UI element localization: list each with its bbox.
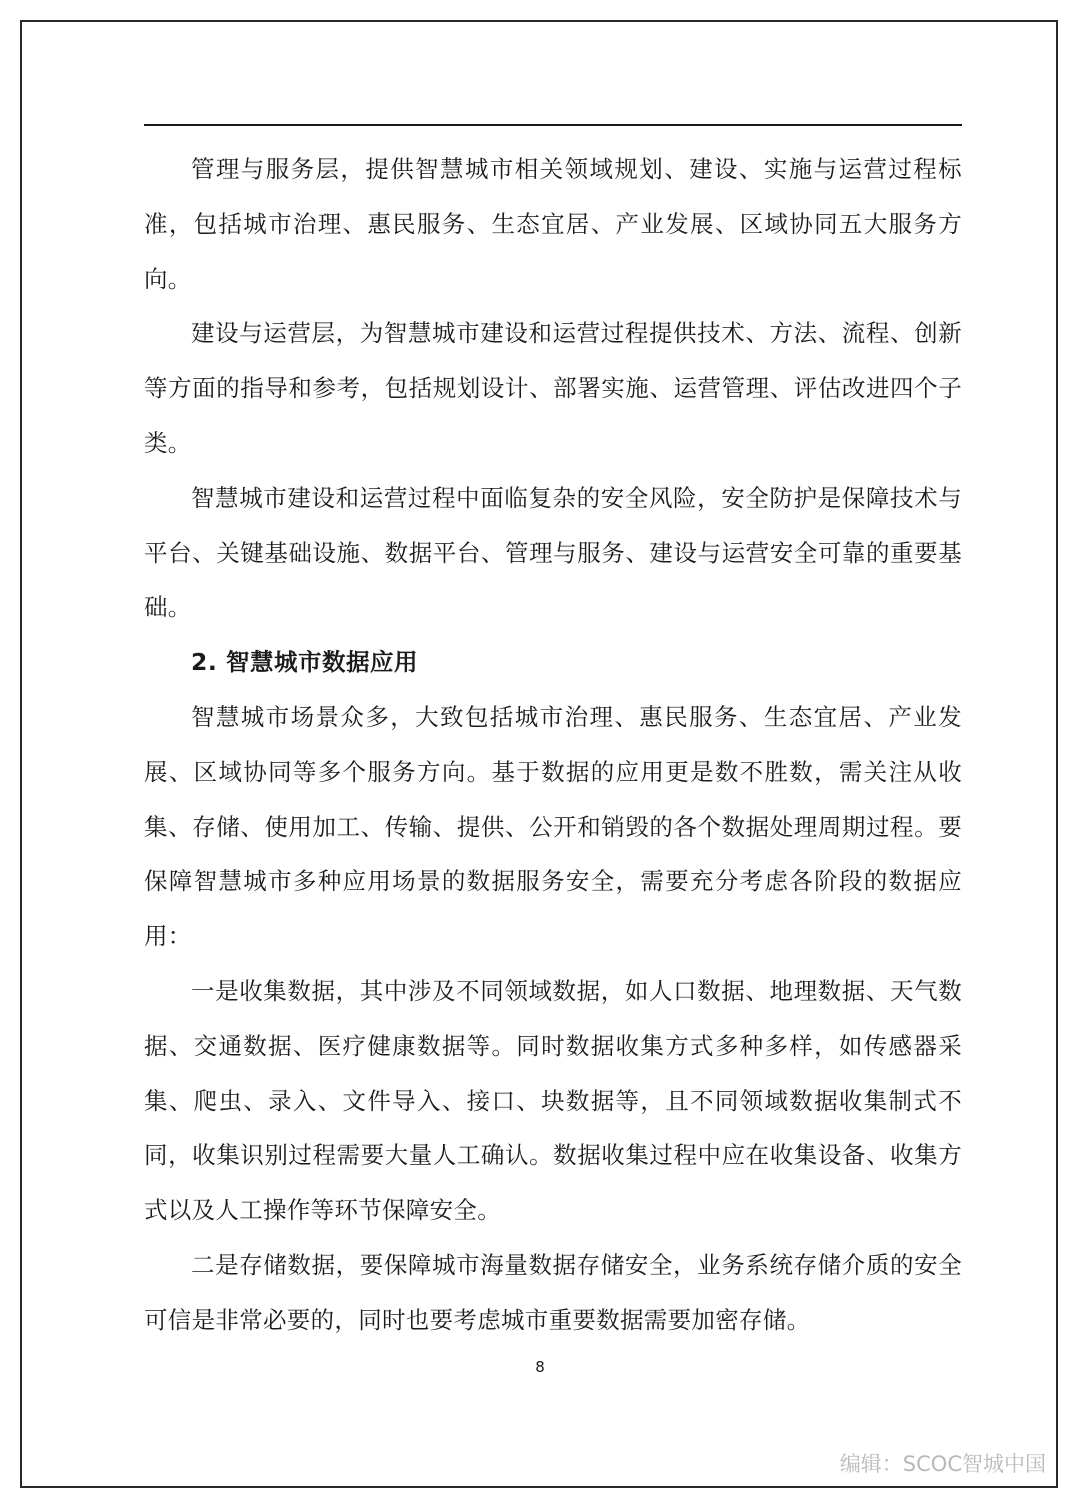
section-heading: 2. 智慧城市数据应用 — [191, 648, 418, 677]
document-body — [144, 142, 962, 1348]
header-rule — [144, 124, 962, 126]
editor-watermark: 编辑：SCOC智城中国 — [836, 1448, 1050, 1478]
paragraph-data-storage: 二是存储数据，要保障城市海量数据存储安全，业务系统存储介质的安全可信是非常必要的，同时也要考虑城市重要数据需要加密存储。 — [144, 1250, 962, 1334]
paragraph-security-protection: 智慧城市建设和运营过程中面临复杂的安全风险，安全防护是保障技术与平台、关键基础设施、数据平台、管理与服务、建设与运营安全可靠的重要基础。 — [144, 483, 962, 622]
paragraph-data-collection: 一是收集数据，其中涉及不同领域数据，如人口数据、地理数据、天气数据、交通数据、医疗健康数据等。同时数据收集方式多种多样，如传感器采集、爬虫、录入、文件导入、接口、块数据等，且不同领域数据收集制式不同，收集识别过程需要大量人工确认。数据收集过程中应在收集设备、收集方式以及人工操作等环节保障安全。 — [144, 976, 962, 1225]
page-number: 8 — [535, 1358, 545, 1376]
paragraph-construction-operation-layer: 建设与运营层，为智慧城市建设和运营过程提供技术、方法、流程、创新等方面的指导和参考，包括规划设计、部署实施、运营管理、评估改进四个子类。 — [144, 319, 962, 457]
paragraph-data-application-overview: 智慧城市场景众多，大致包括城市治理、惠民服务、生态宜居、产业发展、区域协同等多个服务方向。基于数据的应用更是数不胜数，需关注从收集、存储、使用加工、传输、提供、公开和销毁的各个数据处理周期过程。要保障智慧城市多种应用场景的数据服务安全，需要充分考虑各阶段的数据应用： — [144, 702, 962, 951]
paragraph-management-service-layer: 管理与服务层，提供智慧城市相关领域规划、建设、实施与运营过程标准，包括城市治理、惠民服务、生态宜居、产业发展、区域协同五大服务方向。 — [144, 155, 962, 293]
